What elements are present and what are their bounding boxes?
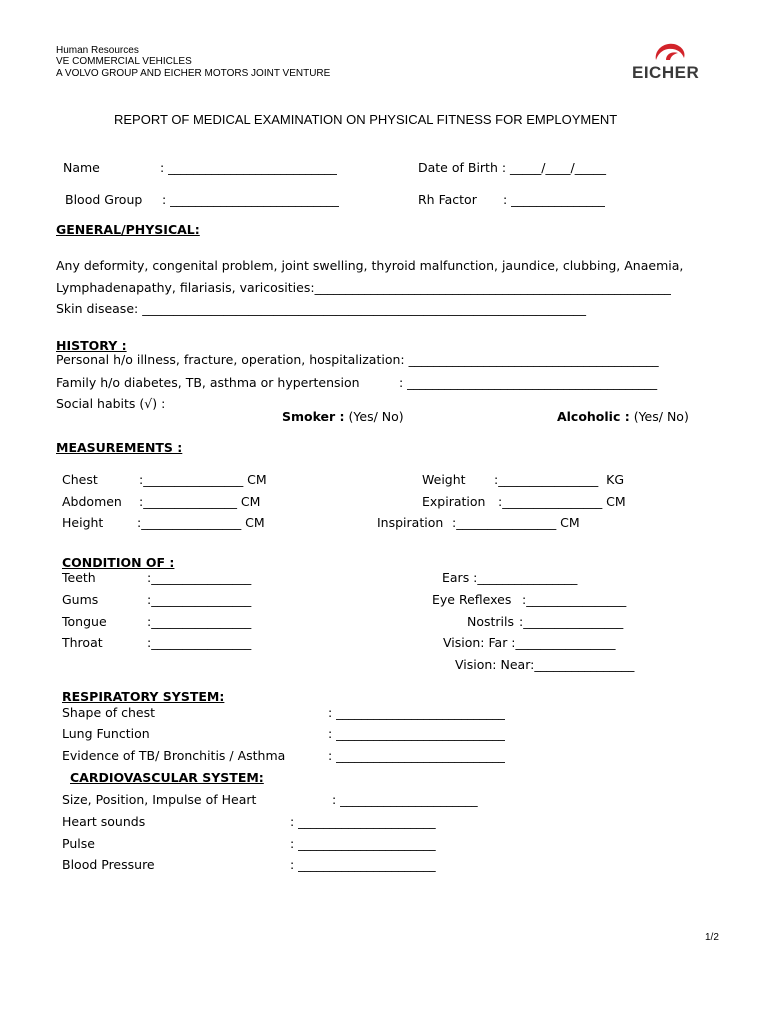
respiratory-heading: RESPIRATORY SYSTEM: [62, 689, 225, 704]
general-heading: GENERAL/PHYSICAL: [56, 222, 200, 237]
dob-field[interactable]: Date of Birth : _____/____/_____ [418, 160, 606, 175]
history-heading: HISTORY : [56, 338, 127, 353]
weight-label: Weight [422, 472, 466, 487]
tongue-field[interactable]: :________________ [147, 614, 252, 629]
pulse-label: Pulse [62, 836, 95, 851]
nostrils-field[interactable]: :________________ [519, 614, 624, 629]
lung-function-field[interactable]: : ___________________________ [328, 726, 505, 741]
chest-shape-label: Shape of chest [62, 705, 156, 720]
eicher-swirl-icon [650, 40, 690, 64]
family-history-field[interactable]: : ________________________________________ [399, 375, 658, 390]
org-line-jv: A VOLVO GROUP AND EICHER MOTORS JOINT VENTURE [56, 68, 331, 79]
eicher-logo [630, 40, 712, 82]
org-line-company: VE COMMERCIAL VEHICLES [56, 56, 192, 67]
nostrils-label: Nostrils [467, 614, 515, 629]
blood-pressure-label: Blood Pressure [62, 857, 155, 872]
tongue-label: Tongue [62, 614, 107, 629]
eye-reflexes-field[interactable]: :________________ [522, 592, 627, 607]
throat-label: Throat [62, 635, 103, 650]
chest-shape-field[interactable]: : ___________________________ [328, 705, 505, 720]
tb-evidence-field[interactable]: : ___________________________ [328, 748, 505, 763]
condition-heading: CONDITION OF : [62, 555, 175, 570]
smoker-label: Smoker : [281, 408, 345, 424]
blood-group-label: Blood Group [65, 192, 143, 207]
social-habits-label: Social habits (√) : [56, 396, 166, 411]
rh-factor-field[interactable]: : _______________ [503, 192, 605, 207]
alcoholic-label: Alcoholic : [556, 408, 630, 424]
pulse-field[interactable]: : ______________________ [290, 836, 436, 851]
expiration-field[interactable]: :________________ CM [498, 494, 626, 509]
general-line-1: Any deformity, congenital problem, joint swelling, thyroid malfunction, jaundice, clubbing, Anaemia, [56, 258, 684, 273]
org-line-hr: Human Resources [56, 45, 139, 56]
inspiration-field[interactable]: :________________ CM [452, 515, 580, 530]
inspiration-label: Inspiration [377, 515, 444, 530]
general-line-2[interactable]: Lymphadenapathy, filariasis, varicosities:_________________________________________________________ [56, 280, 671, 295]
smoker-options[interactable]: (Yes/ No) [344, 408, 404, 424]
name-label: Name [63, 160, 100, 175]
lung-function-label: Lung Function [62, 726, 150, 741]
alcoholic-options[interactable]: (Yes/ No) [629, 408, 689, 424]
blood-pressure-field[interactable]: : ______________________ [290, 857, 436, 872]
family-history-label: Family h/o diabetes, TB, asthma or hypertension [56, 375, 360, 390]
skin-disease-field[interactable]: Skin disease: _______________________________________________________________________ [56, 301, 586, 316]
vision-near-field[interactable]: Vision: Near:________________ [455, 657, 635, 672]
measurements-heading: MEASUREMENTS : [56, 440, 183, 455]
throat-field[interactable]: :________________ [147, 635, 252, 650]
ears-field[interactable]: Ears :________________ [442, 570, 578, 585]
eye-reflexes-label: Eye Reflexes [432, 592, 512, 607]
heart-sounds-label: Heart sounds [62, 814, 146, 829]
chest-label: Chest [62, 472, 98, 487]
tb-evidence-label: Evidence of TB/ Bronchitis / Asthma [62, 748, 286, 763]
vision-far-field[interactable]: Vision: Far :________________ [443, 635, 616, 650]
blood-group-field[interactable]: : ___________________________ [162, 192, 339, 207]
teeth-field[interactable]: :________________ [147, 570, 252, 585]
teeth-label: Teeth [62, 570, 96, 585]
height-field[interactable]: :________________ CM [137, 515, 265, 530]
cardiovascular-heading: CARDIOVASCULAR SYSTEM: [70, 770, 264, 785]
weight-field[interactable]: :________________ KG [494, 472, 625, 487]
heart-size-label: Size, Position, Impulse of Heart [62, 792, 257, 807]
gums-label: Gums [62, 592, 99, 607]
heart-sounds-field[interactable]: : ______________________ [290, 814, 436, 829]
height-label: Height [62, 515, 104, 530]
name-field[interactable]: : ___________________________ [160, 160, 337, 175]
gums-field[interactable]: :________________ [147, 592, 252, 607]
heart-size-field[interactable]: : ______________________ [332, 792, 478, 807]
eicher-logo-text: EICHER [632, 63, 700, 82]
expiration-label: Expiration [422, 494, 486, 509]
page-title: REPORT OF MEDICAL EXAMINATION ON PHYSICAL FITNESS FOR EMPLOYMENT [114, 112, 618, 127]
chest-field[interactable]: :________________ CM [139, 472, 267, 487]
page-number: 1/2 [705, 932, 719, 943]
rh-factor-label: Rh Factor [418, 192, 477, 207]
abdomen-label: Abdomen [62, 494, 122, 509]
abdomen-field[interactable]: :_______________ CM [139, 494, 261, 509]
personal-history-field[interactable]: Personal h/o illness, fracture, operation, hospitalization: ________________________________________ [56, 352, 659, 367]
